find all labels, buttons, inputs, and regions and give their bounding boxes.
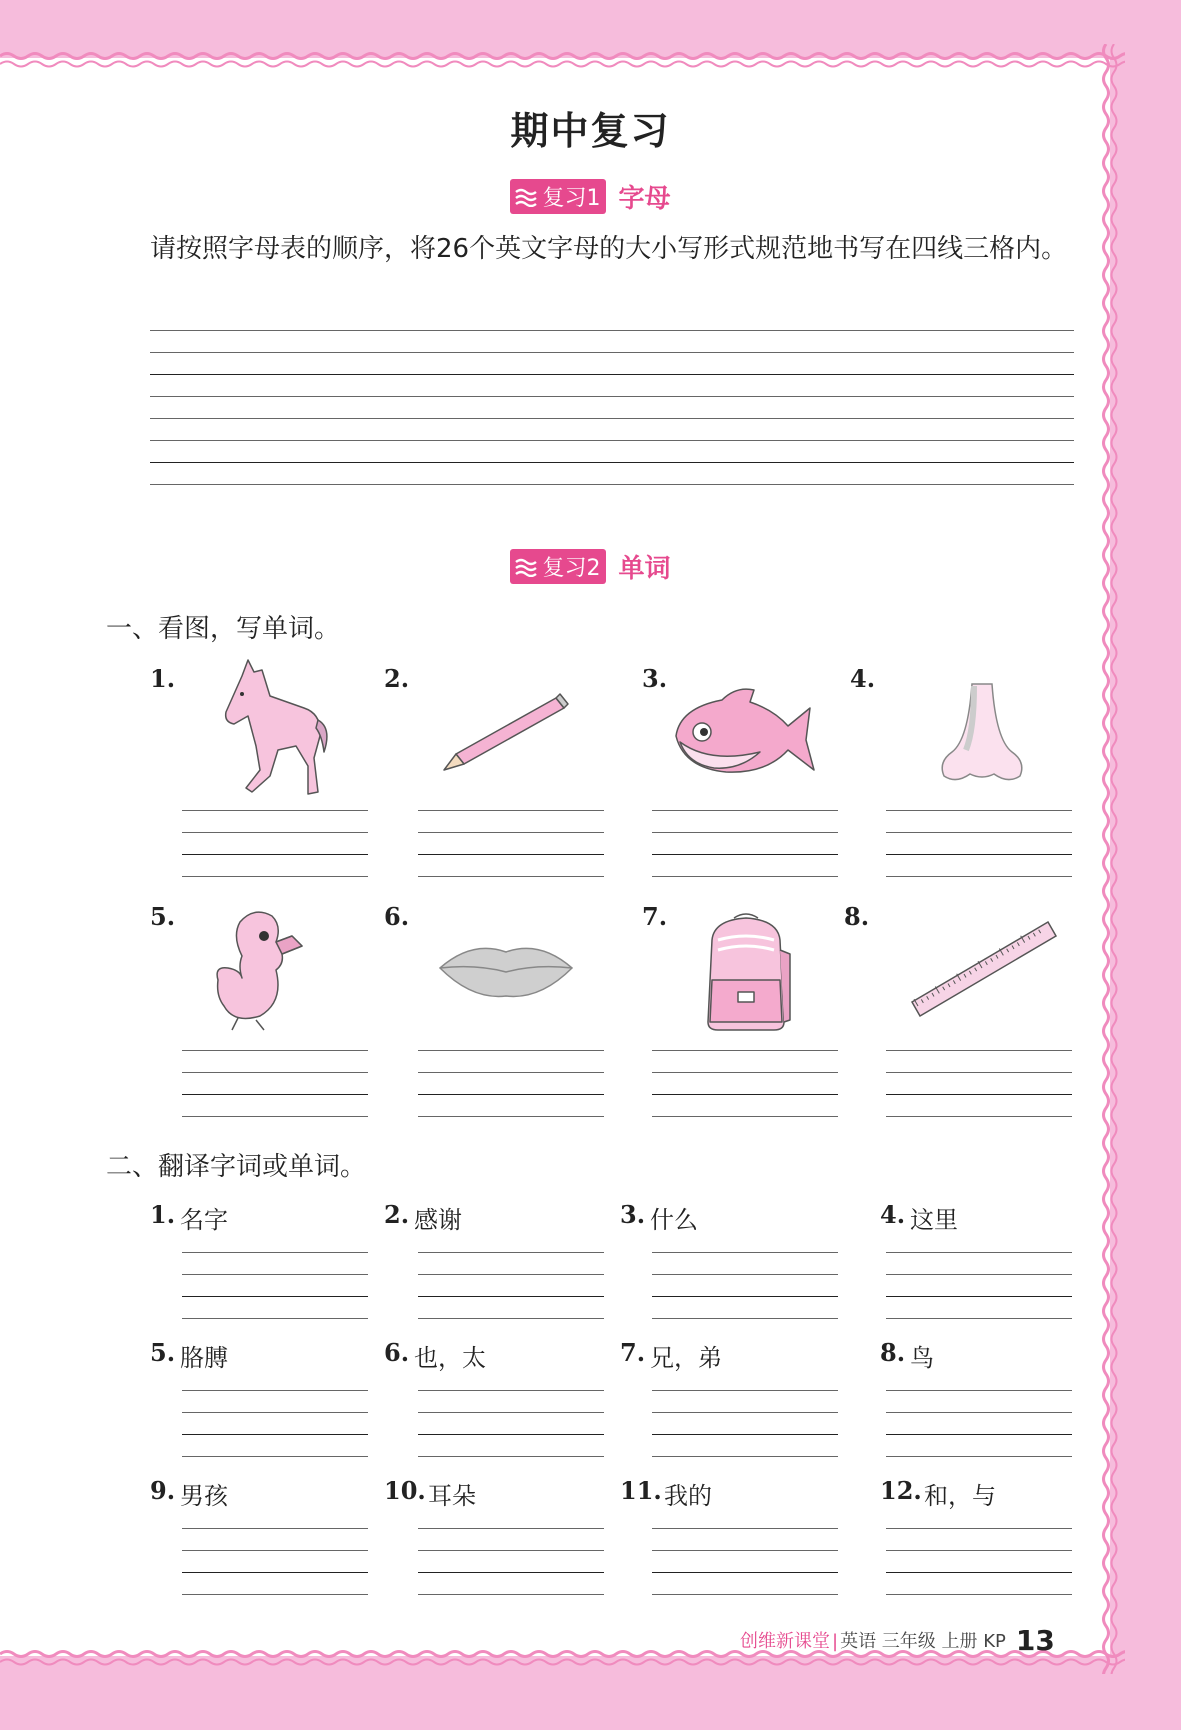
bag-picture (698, 910, 794, 1036)
answer-lines[interactable] (652, 1252, 838, 1318)
item-number: 7. (642, 902, 668, 931)
item-number: 5. (150, 902, 176, 931)
item-number: 2. (384, 1200, 410, 1229)
answer-lines[interactable] (886, 1050, 1072, 1116)
page-title: 期中复习 (510, 109, 671, 153)
answer-lines[interactable] (418, 1390, 604, 1456)
answer-lines[interactable] (182, 1050, 368, 1116)
item-number: 11. (620, 1476, 662, 1505)
nose-picture (934, 680, 1030, 784)
duck-picture (210, 906, 310, 1036)
answer-lines[interactable] (182, 810, 368, 876)
section2-badge (510, 549, 606, 584)
item-number: 3. (620, 1200, 646, 1229)
chinese-word: 名字 (180, 1206, 228, 1234)
item-number: 6. (384, 1338, 410, 1367)
chinese-word: 我的 (664, 1482, 712, 1510)
section2-title: 单词 (618, 554, 671, 584)
section2-badge-label: 复习2 (542, 556, 601, 581)
answer-lines[interactable] (886, 810, 1072, 876)
answer-lines[interactable] (652, 1528, 838, 1594)
right-wavy-border (1096, 44, 1126, 1674)
footer-info: 英语 三年级 上册 KP (840, 1631, 1006, 1652)
chinese-word: 也，太 (414, 1344, 486, 1372)
chinese-word: 这里 (910, 1206, 958, 1234)
answer-lines[interactable] (652, 1050, 838, 1116)
item-number: 8. (880, 1338, 906, 1367)
section1-title: 字母 (618, 184, 671, 214)
horse-picture (222, 656, 328, 802)
item-number: 5. (150, 1338, 176, 1367)
part2-title: 二、翻译字词或单词。 (106, 1152, 367, 1182)
wave-icon (514, 557, 538, 577)
page-footer (740, 1624, 1055, 1657)
answer-lines[interactable] (418, 1050, 604, 1116)
item-number: 8. (844, 902, 870, 931)
chinese-word: 鸟 (910, 1344, 934, 1372)
section2-header (0, 548, 1181, 585)
answer-lines[interactable] (418, 1252, 604, 1318)
chinese-word: 男孩 (180, 1482, 228, 1510)
page-number: 13 (1015, 1624, 1055, 1657)
item-number: 10. (384, 1476, 426, 1505)
item-number: 2. (384, 664, 410, 693)
answer-lines[interactable] (182, 1390, 368, 1456)
chinese-word: 什么 (650, 1206, 698, 1234)
top-wavy-border (0, 44, 1125, 74)
item-number: 4. (850, 664, 876, 693)
ruler-picture (908, 916, 1058, 1026)
section1-badge-label: 复习1 (542, 186, 601, 211)
item-number: 4. (880, 1200, 906, 1229)
alphabet-writing-lines-1[interactable] (150, 330, 1074, 396)
answer-lines[interactable] (418, 810, 604, 876)
section1-header (0, 178, 1181, 215)
item-number: 6. (384, 902, 410, 931)
answer-lines[interactable] (652, 1390, 838, 1456)
alphabet-writing-lines-2[interactable] (150, 418, 1074, 484)
answer-lines[interactable] (886, 1528, 1072, 1594)
item-number: 1. (150, 1200, 176, 1229)
answer-lines[interactable] (886, 1252, 1072, 1318)
wave-icon (514, 187, 538, 207)
pencil-picture (440, 692, 572, 772)
chinese-word: 和，与 (924, 1482, 996, 1510)
item-number: 12. (880, 1476, 922, 1505)
chinese-word: 耳朵 (428, 1482, 476, 1510)
answer-lines[interactable] (182, 1528, 368, 1594)
answer-lines[interactable] (182, 1252, 368, 1318)
part1-title: 一、看图，写单词。 (106, 614, 341, 644)
item-number: 3. (642, 664, 668, 693)
footer-separator: | (832, 1631, 839, 1652)
chinese-word: 兄，弟 (650, 1344, 722, 1372)
fish-picture (670, 680, 816, 780)
section1-badge (510, 179, 606, 214)
item-number: 7. (620, 1338, 646, 1367)
mouth-picture (436, 934, 576, 1004)
item-number: 1. (150, 664, 176, 693)
answer-lines[interactable] (418, 1528, 604, 1594)
chinese-word: 胳膊 (180, 1344, 228, 1372)
answer-lines[interactable] (652, 810, 838, 876)
chinese-word: 感谢 (414, 1206, 462, 1234)
item-number: 9. (150, 1476, 176, 1505)
alphabet-instruction: 请按照字母表的顺序，将26个英文字母的大小写形式规范地书写在四线三格内。 (150, 234, 1068, 264)
answer-lines[interactable] (886, 1390, 1072, 1456)
footer-brand: 创维新课堂 (740, 1631, 830, 1652)
